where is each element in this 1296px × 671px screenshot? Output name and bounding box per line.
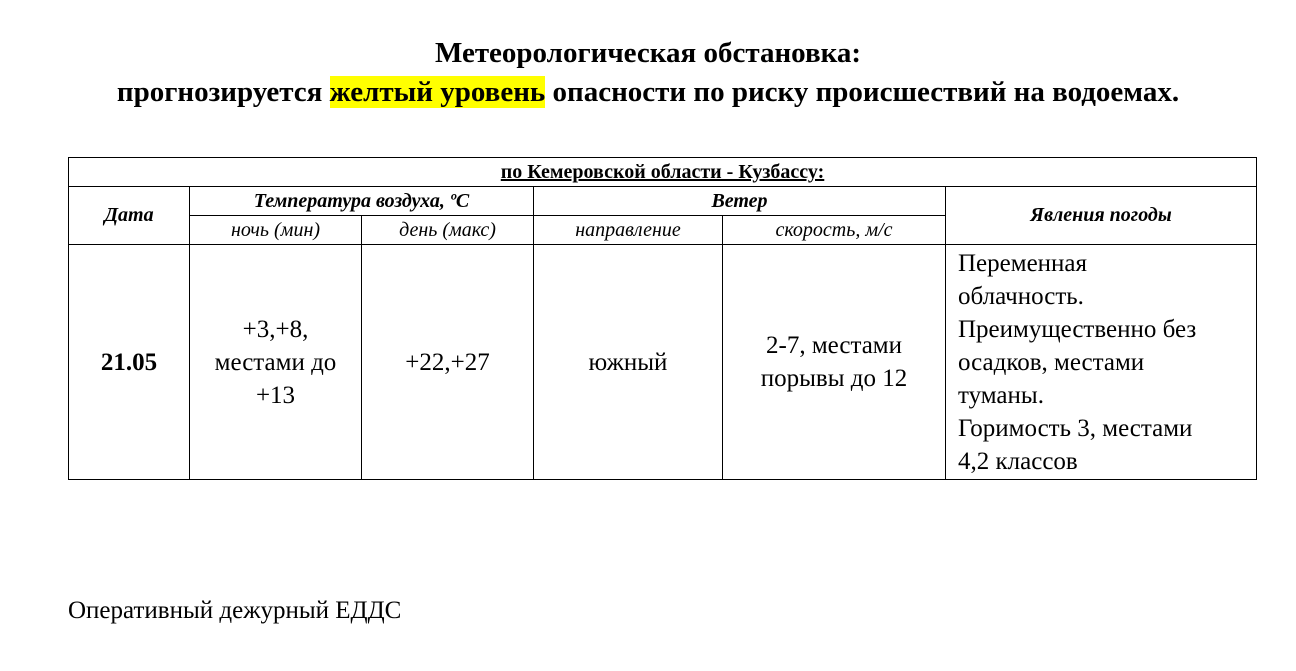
- wind-direction-cell: южный: [534, 245, 723, 480]
- phenomena-cell: Переменная облачность. Преимущественно без осадков, местами туманы. Горимость 3, местами 4,2 классов: [946, 245, 1257, 480]
- title-line-2: [0, 73, 1296, 112]
- day-subheader: день (макс): [362, 216, 534, 245]
- title-line-2-end: опасности по риску происшествий на водоемах.: [545, 76, 1180, 108]
- night-subheader: ночь (мин): [190, 216, 362, 245]
- date-cell: 21.05: [69, 245, 190, 480]
- title-line-2-start: прогнозируется: [116, 76, 330, 108]
- title-line-1: Метеорологическая обстановка:: [434, 37, 862, 69]
- region-header: по Кемеровской области - Кузбассу:: [69, 158, 1257, 187]
- temperature-header: Температура воздуха, ºС: [190, 187, 534, 216]
- region-row: [69, 158, 1257, 187]
- duty-officer-signature: Оперативный дежурный ЕДДС: [68, 597, 402, 624]
- day-temp-cell: +22,+27: [362, 245, 534, 480]
- danger-level-highlight: желтый уровень: [329, 76, 546, 108]
- night-temp-cell: +3,+8, местами до +13: [190, 245, 362, 480]
- wind-speed-cell: 2-7, местами порывы до 12: [723, 245, 946, 480]
- document-title: [0, 34, 1296, 112]
- date-header: Дата: [69, 187, 190, 245]
- direction-subheader: направление: [534, 216, 723, 245]
- speed-subheader: скорость, м/с: [723, 216, 946, 245]
- table-row: [69, 245, 1257, 480]
- phenomena-header: Явления погоды: [946, 187, 1257, 245]
- weather-forecast-table: [68, 157, 1257, 480]
- header-row: [69, 187, 1257, 216]
- wind-header: Ветер: [534, 187, 946, 216]
